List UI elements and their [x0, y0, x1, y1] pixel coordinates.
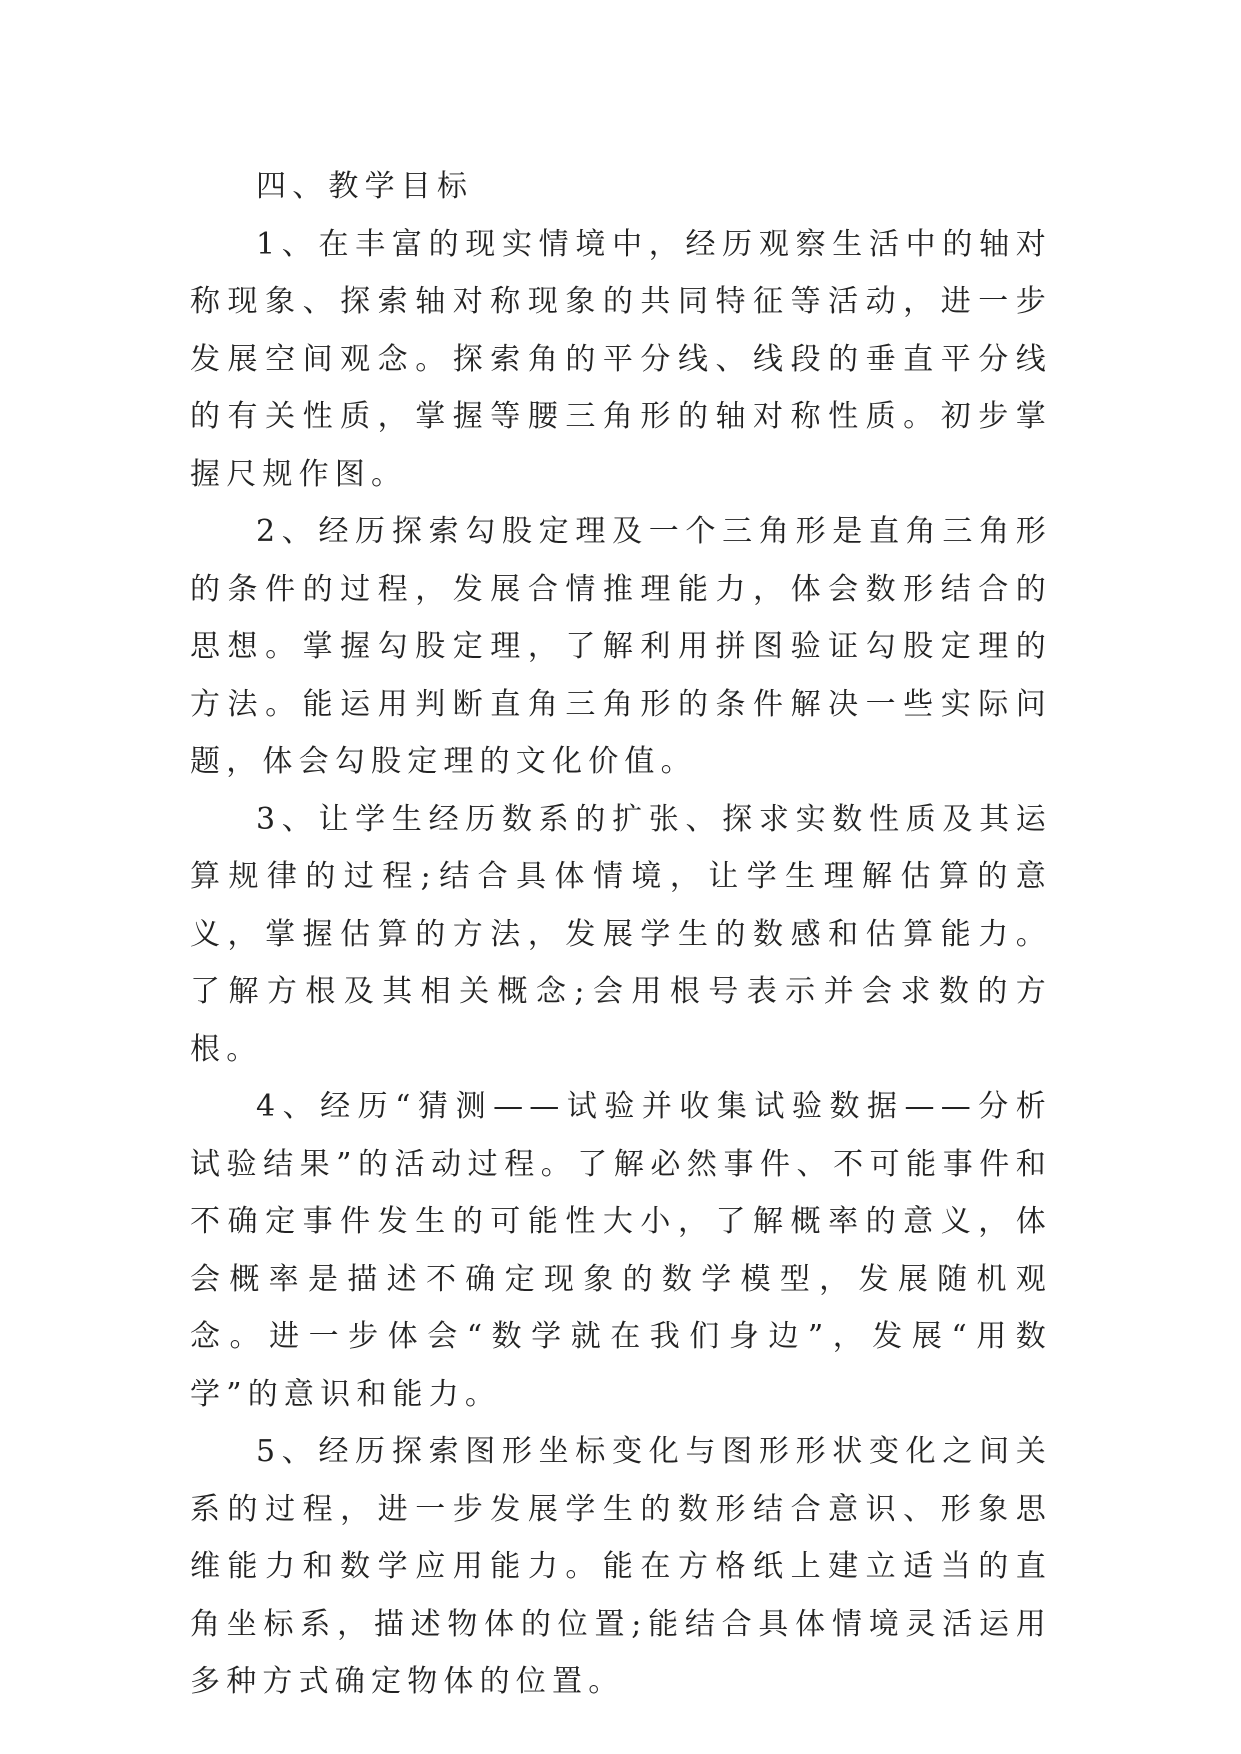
paragraph-objective-4: 4、经历“猜测——试验并收集试验数据——分析试验结果”的活动过程。了解必然事件、不可能事件和不确定事件发生的可能性大小，了解概率的意义，体会概率是描述不确定现象的数学模型，发展随机观念。进一步体会“数学就在我们身边”，发展“用数学”的意识和能力。 — [190, 1089, 1052, 1412]
paragraph-objective-2: 2、经历探索勾股定理及一个三角形是直角三角形的条件的过程，发展合情推理能力，体会数形结合的思想。掌握勾股定理，了解利用拼图验证勾股定理的方法。能运用判断直角三角形的条件解决一些实际问题，体会勾股定理的文化价值。 — [190, 514, 1052, 779]
document-body — [190, 158, 1052, 1711]
section-heading: 四、教学目标 — [256, 169, 474, 204]
paragraph-objective-1: 1、在丰富的现实情境中，经历观察生活中的轴对称现象、探索轴对称现象的共同特征等活动，进一步发展空间观念。探索角的平分线、线段的垂直平分线的有关性质，掌握等腰三角形的轴对称性质。初步掌握尺规作图。 — [190, 226, 1052, 492]
paragraph-objective-3: 3、让学生经历数系的扩张、探求实数性质及其运算规律的过程;结合具体情境，让学生理解估算的意义，掌握估算的方法，发展学生的数感和估算能力。了解方根及其相关概念;会用根号表示并会求数的方根。 — [190, 801, 1052, 1067]
paragraph-objective-5: 5、经历探索图形坐标变化与图形形状变化之间关系的过程，进一步发展学生的数形结合意识、形象思维能力和数学应用能力。能在方格纸上建立适当的直角坐标系，描述物体的位置;能结合具体情境灵活运用多种方式确定物体的位置。 — [190, 1434, 1052, 1699]
